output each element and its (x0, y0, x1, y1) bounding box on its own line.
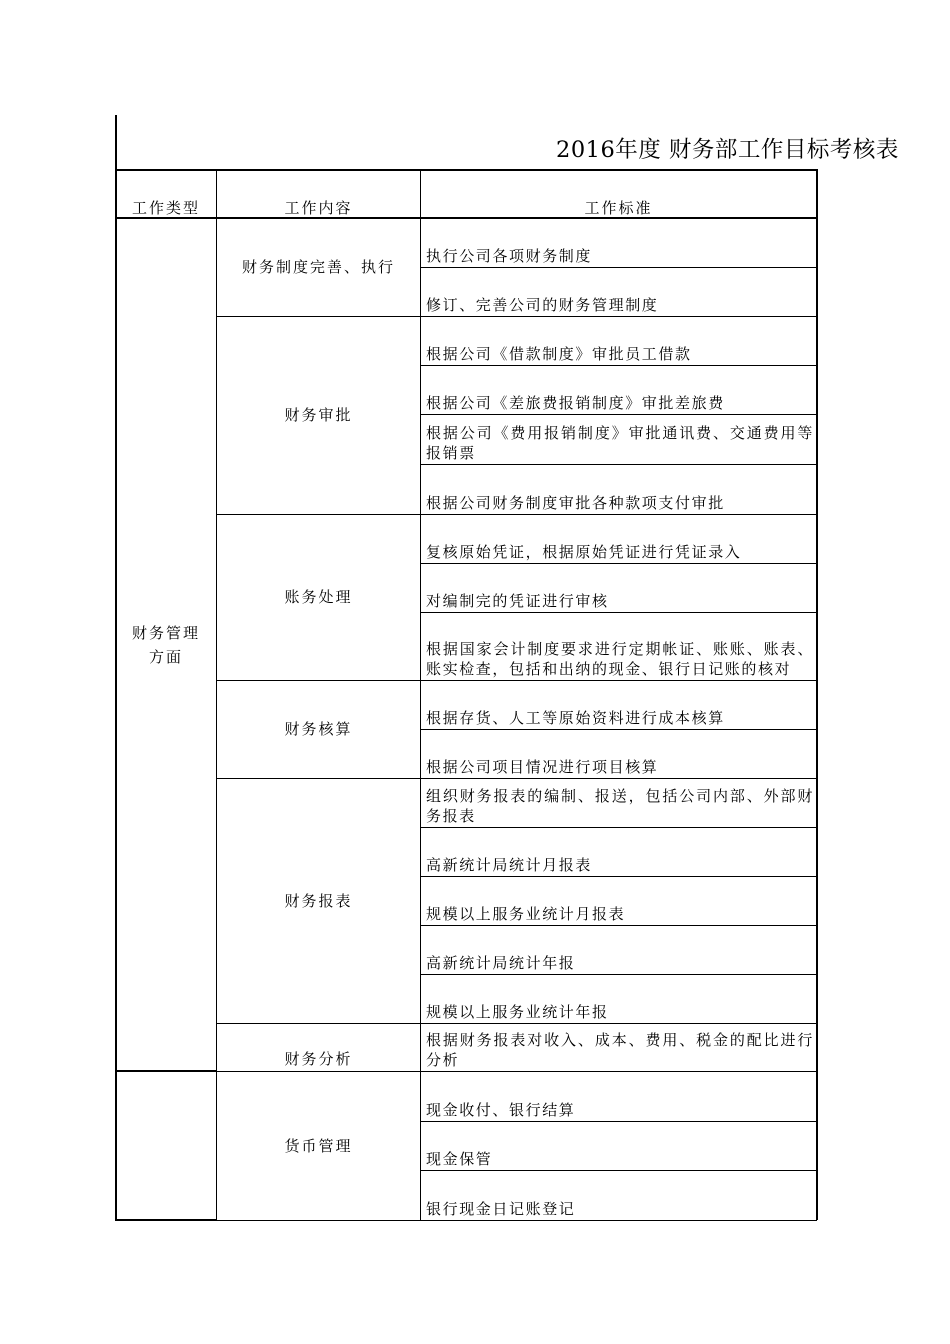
work-content-cell: 货币管理 (284, 1136, 353, 1155)
work-standard-cell: 组织财务报表的编制、报送，包括公司内部、外部财务报表 (426, 787, 814, 825)
work-standard-cell: 根据存货、人工等原始资料进行成本核算 (426, 709, 725, 727)
work-standard-cell: 修订、完善公司的财务管理制度 (426, 296, 659, 314)
work-standard-cell: 规模以上服务业统计月报表 (426, 905, 626, 923)
work-standard-cell: 根据财务报表对收入、成本、费用、税金的配比进行分析 (426, 1031, 814, 1069)
header-content: 工作内容 (284, 199, 353, 217)
work-standard-cell: 根据公司《借款制度》审批员工借款 (426, 345, 692, 363)
header-standard: 工作标准 (584, 199, 653, 217)
work-standard-cell: 执行公司各项财务制度 (426, 247, 593, 265)
category-rule (116, 1219, 217, 1221)
right-border (816, 169, 818, 1220)
work-standard-cell: 根据公司财务制度审批各种款项支付审批 (426, 494, 725, 512)
work-standard-cell: 规模以上服务业统计年报 (426, 1003, 609, 1021)
work-standard-cell: 根据公司项目情况进行项目核算 (426, 758, 659, 776)
work-content-cell: 账务处理 (284, 588, 353, 606)
category-cell (116, 1071, 216, 1220)
work-standard-cell: 根据国家会计制度要求进行定期帐证、账账、账表、账实检查，包括和出纳的现金、银行日记账的核对 (426, 640, 814, 678)
work-standard-cell: 对编制完的凭证进行审核 (426, 592, 609, 610)
work-content-cell: 财务分析 (284, 1050, 353, 1068)
work-content-cell: 财务报表 (284, 891, 353, 910)
work-standard-cell: 银行现金日记账登记 (426, 1200, 576, 1218)
work-standard-cell: 高新统计局统计年报 (426, 954, 576, 972)
work-standard-cell: 根据公司《差旅费报销制度》审批差旅费 (426, 394, 725, 412)
page-title: 2016年度 财务部工作目标考核表 (556, 137, 899, 163)
header-type: 工作类型 (131, 199, 200, 217)
work-standard-cell: 复核原始凭证，根据原始凭证进行凭证录入 (426, 543, 742, 561)
col-divider-1-header (216, 169, 217, 219)
category-cell: 财务管理 方面 (131, 623, 200, 666)
standard-rule (420, 1220, 817, 1221)
work-content-cell: 财务制度完善、执行 (241, 258, 395, 276)
work-content-cell: 财务核算 (284, 720, 353, 738)
work-standard-cell: 高新统计局统计月报表 (426, 856, 593, 874)
content-rule (216, 1220, 421, 1221)
work-standard-cell: 现金保管 (426, 1150, 493, 1168)
work-content-cell: 财务审批 (284, 406, 353, 424)
work-standard-cell: 现金收付、银行结算 (426, 1101, 576, 1119)
work-standard-cell: 根据公司《费用报销制度》审批通讯费、交通费用等报销票 (426, 424, 814, 462)
